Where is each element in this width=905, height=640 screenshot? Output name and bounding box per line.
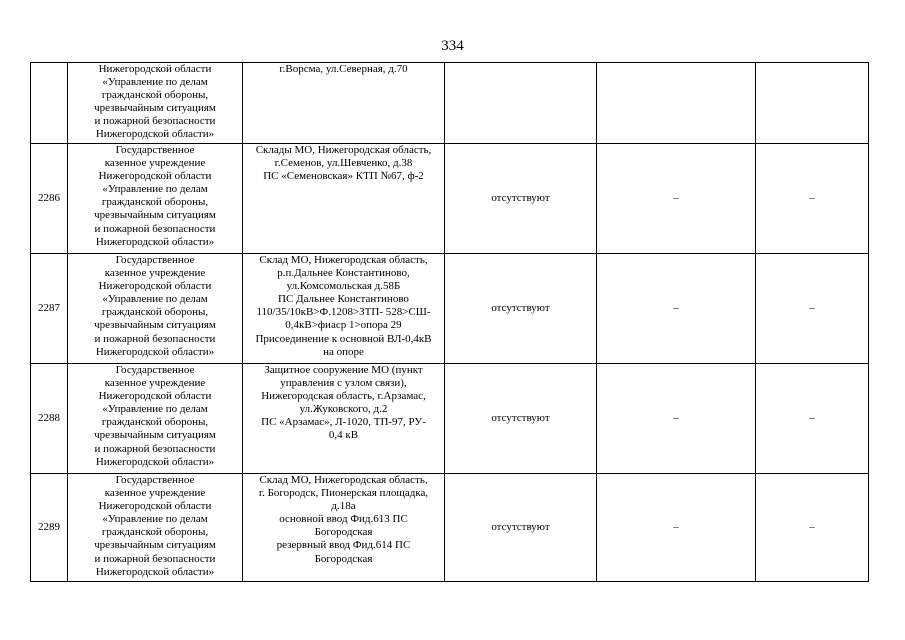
address-line: Нижегородская область, г.Арзамас, (261, 390, 426, 403)
organization-line: Нижегородской области» (95, 235, 215, 248)
address-line: 110/35/10кВ>Ф.1208>ЗТП- 528>СШ- (256, 306, 431, 319)
address-line: ул.Комсомольская д.58Б (286, 280, 401, 293)
organization-line: Нижегородской области (98, 170, 212, 183)
address-cell (243, 144, 445, 254)
address-line: основной ввод Фид.613 ПС (279, 513, 408, 526)
address-line: Богородская (314, 526, 373, 539)
column5-cell: – (597, 254, 756, 364)
organization-line: казенное учреждение (104, 377, 206, 390)
address-cell (243, 63, 445, 144)
organization-line: Государственное (115, 364, 195, 376)
registry-table (30, 62, 869, 582)
address-line: резервный ввод Фид.614 ПС (276, 539, 411, 552)
row-number-cell: 2287 (31, 254, 68, 364)
organization-line: Нижегородской области» (95, 345, 215, 358)
address-line: Склад МО, Нижегородская область, (259, 474, 428, 486)
organization-line: чрезвычайным ситуациям (94, 319, 216, 332)
page-number: 334 (441, 38, 464, 54)
organization-cell (68, 474, 243, 582)
column6-cell: – (756, 254, 869, 364)
address-line: г.Семенов, ул.Шевченко, д.38 (274, 157, 413, 170)
organization-line: «Управление по делам (102, 183, 208, 196)
column6-cell: – (756, 474, 869, 582)
table-row (31, 144, 869, 254)
organization-line: Нижегородской области» (95, 455, 215, 468)
organization-line: «Управление по делам (102, 76, 208, 89)
address-cell (243, 364, 445, 474)
row-number-cell: 2286 (31, 144, 68, 254)
organization-cell (68, 144, 243, 254)
address-line: ул.Жуковского, д.2 (299, 403, 388, 416)
organization-line: Государственное (115, 474, 195, 486)
organization-line: Нижегородской области» (95, 565, 215, 578)
address-line: 0,4кВ>фиаср 1>опора 29 (285, 319, 402, 332)
address-line: ПС Дальнее Константиново (278, 293, 409, 306)
address-line: Богородская (314, 552, 373, 565)
organization-line: Нижегородской области» (95, 128, 215, 141)
organization-line: гражданской обороны, (101, 526, 209, 539)
organization-cell (68, 364, 243, 474)
organization-line: и пожарной безопасности (94, 222, 216, 235)
address-line: г. Богородск, Пионерская площадка, (258, 487, 429, 500)
address-line: управления с узлом связи), (280, 377, 407, 390)
table-row (31, 254, 869, 364)
organization-line: гражданской обороны, (101, 306, 209, 319)
organization-line: чрезвычайным ситуациям (94, 209, 216, 222)
organization-line: и пожарной безопасности (94, 552, 216, 565)
organization-line: и пожарной безопасности (94, 115, 216, 128)
organization-line: Государственное (115, 254, 195, 266)
address-line: ПС «Арзамас», Л-1020, ТП-97, РУ- (261, 416, 426, 429)
status-cell: отсутствуют (445, 474, 597, 582)
organization-line: «Управление по делам (102, 513, 208, 526)
organization-line: Нижегородской области (98, 390, 212, 403)
organization-cell (68, 63, 243, 144)
row-number-cell (31, 63, 68, 144)
organization-line: казенное учреждение (104, 157, 206, 170)
organization-line: Нижегородской области (98, 63, 212, 75)
address-line: ПС «Семеновская» КТП №67, ф-2 (263, 170, 424, 183)
organization-line: «Управление по делам (102, 293, 208, 306)
address-line: Склад МО, Нижегородская область, (259, 254, 428, 266)
organization-cell (68, 254, 243, 364)
organization-line: чрезвычайным ситуациям (94, 102, 216, 115)
address-line: р.п.Дальнее Константиново, (277, 267, 410, 280)
organization-line: казенное учреждение (104, 487, 206, 500)
status-cell: отсутствуют (445, 364, 597, 474)
organization-line: чрезвычайным ситуациям (94, 429, 216, 442)
organization-line: Нижегородской области (98, 280, 212, 293)
organization-line: и пожарной безопасности (94, 442, 216, 455)
address-line: на опоре (323, 345, 364, 358)
address-line: Присоединение к основной ВЛ-0,4кВ (255, 332, 432, 345)
status-cell (445, 63, 597, 144)
column5-cell: – (597, 474, 756, 582)
table-row (31, 364, 869, 474)
address-cell (243, 474, 445, 582)
row-number-cell: 2289 (31, 474, 68, 582)
address-line: г.Ворсма, ул.Северная, д.70 (279, 63, 408, 75)
organization-line: гражданской обороны, (101, 89, 209, 102)
column5-cell (597, 63, 756, 144)
organization-line: гражданской обороны, (101, 416, 209, 429)
organization-line: казенное учреждение (104, 267, 206, 280)
table-row (31, 474, 869, 582)
address-line: Защитное сооружение МО (пункт (264, 364, 423, 376)
status-cell: отсутствуют (445, 254, 597, 364)
organization-line: гражданской обороны, (101, 196, 209, 209)
organization-line: Нижегородской области (98, 500, 212, 513)
column5-cell: – (597, 144, 756, 254)
status-cell: отсутствуют (445, 144, 597, 254)
table-row (31, 63, 869, 144)
row-number-cell: 2288 (31, 364, 68, 474)
address-line: 0,4 кВ (328, 429, 359, 442)
address-cell (243, 254, 445, 364)
organization-line: Государственное (115, 144, 195, 156)
address-line: Склады МО, Нижегородская область, (255, 144, 432, 156)
column5-cell: – (597, 364, 756, 474)
organization-line: и пожарной безопасности (94, 332, 216, 345)
column6-cell: – (756, 364, 869, 474)
column6-cell: – (756, 144, 869, 254)
organization-line: чрезвычайным ситуациям (94, 539, 216, 552)
column6-cell (756, 63, 869, 144)
organization-line: «Управление по делам (102, 403, 208, 416)
address-line: д.18а (331, 500, 356, 513)
